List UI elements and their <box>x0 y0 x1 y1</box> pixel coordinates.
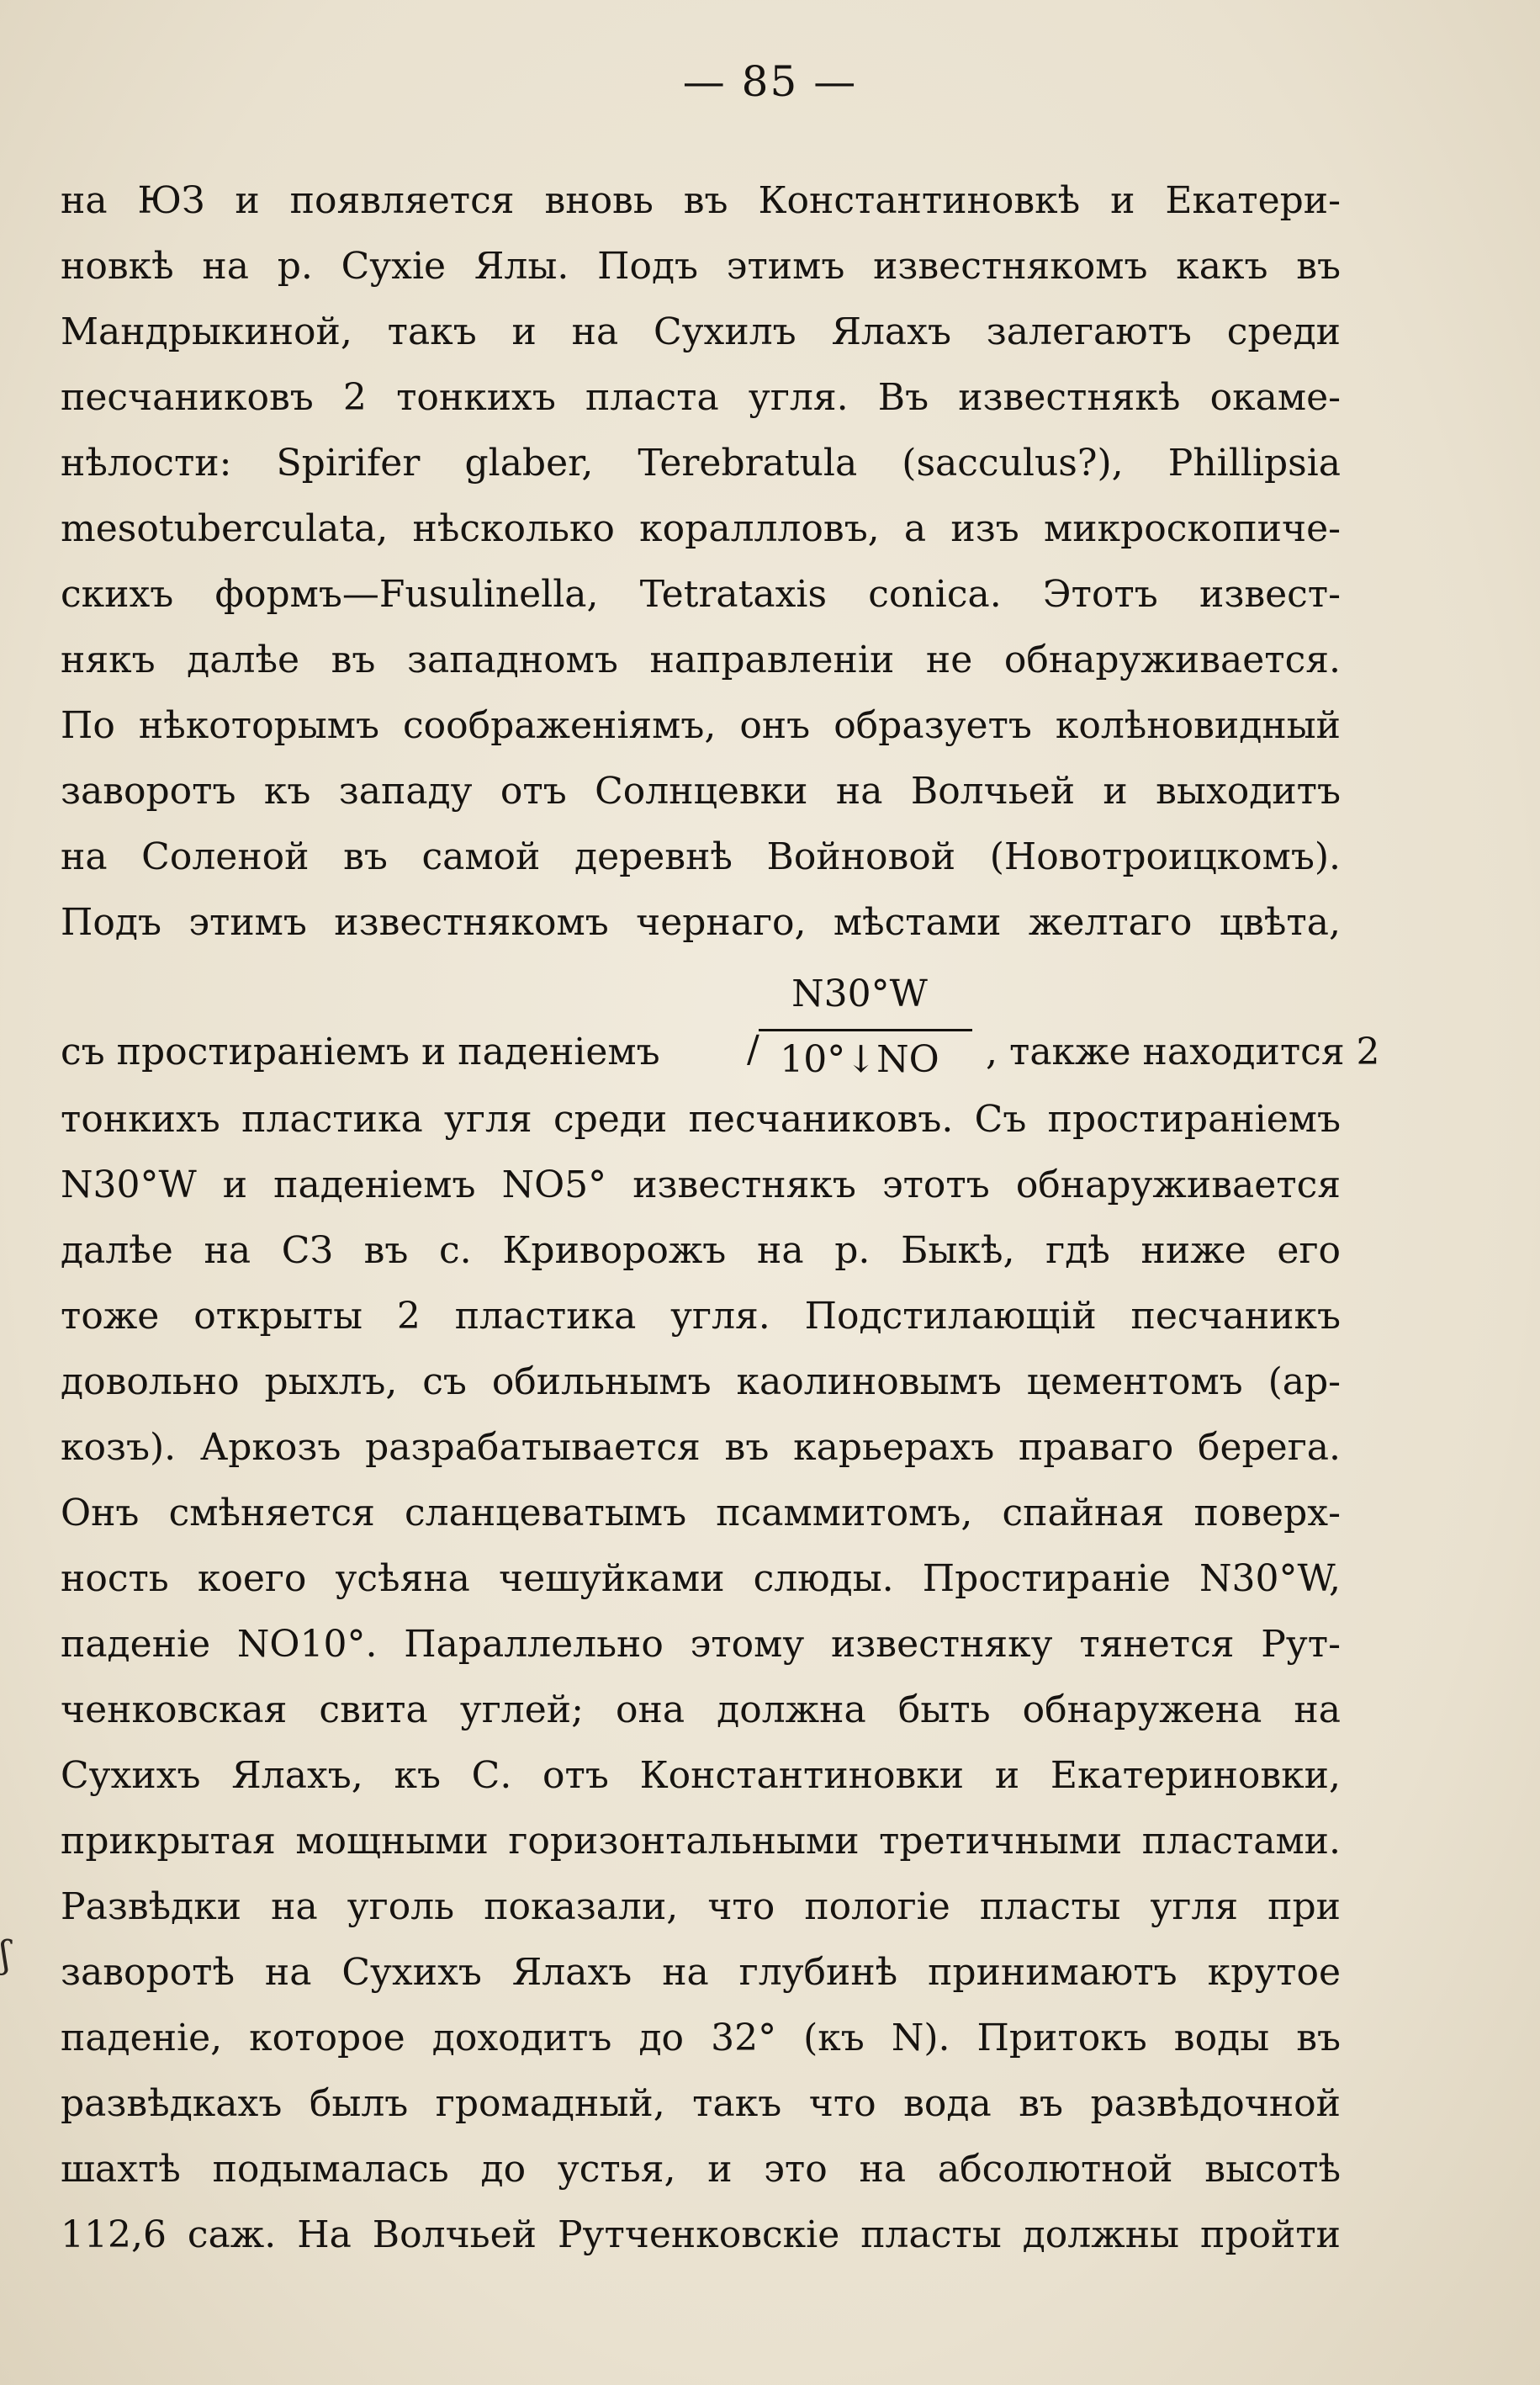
text-line: Подъ этимъ известнякомъ чернаго, мѣстами желтаго цвѣта, <box>61 901 1341 944</box>
text-line: ченковская свита углей; она должна быть обнаружена на <box>61 1688 1341 1731</box>
text-line: някъ далѣе въ западномъ направленіи не обнаруживается. <box>61 639 1341 681</box>
fraction-lead-text: съ простираніемъ и паденіемъ <box>61 1031 660 1073</box>
text-line: прикрытая мощными горизонтальными третичными пластами. <box>61 1820 1341 1863</box>
text-line: шахтѣ подымалась до устья, и это на абсолютной высотѣ <box>61 2148 1341 2191</box>
text-line: Развѣдки на уголь показали, что пологіе пласты угля при <box>61 1885 1341 1928</box>
text-line: на Соленой въ самой деревнѣ Войновой (Новотроицкомъ). <box>61 835 1341 878</box>
text-line: на ЮЗ и появляется вновь въ Константиновкѣ и Екатери- <box>61 179 1341 222</box>
text-line: развѣдкахъ былъ громадный, такъ что вода въ развѣдочной <box>61 2082 1341 2125</box>
fraction-slash: / <box>747 1028 759 1071</box>
text-line: Мандрыкиной, такъ и на Сухилъ Ялахъ залегаютъ среди <box>61 310 1341 353</box>
fraction-trail-text: , также находится 2 <box>986 1031 1380 1073</box>
text-line: паденіе NO10°. Параллельно этому известняку тянется Рут- <box>61 1623 1341 1666</box>
strike-dip-fraction <box>747 956 972 1087</box>
margin-ink-mark: ʃ <box>0 1933 10 1976</box>
fraction-bar <box>759 1029 972 1031</box>
fraction-line <box>61 956 1380 1087</box>
text-line: довольно рыхлъ, съ обильнымъ каолиновымъ цементомъ (ар- <box>61 1360 1341 1403</box>
text-line: заворотѣ на Сухихъ Ялахъ на глубинѣ принимаютъ крутое <box>61 1951 1341 1994</box>
body-text <box>61 168 1380 2268</box>
text-line: козъ). Аркозъ разрабатывается въ карьерахъ праваго берега. <box>61 1426 1341 1469</box>
text-line: mesotuberculata, нѣсколько кораллловъ, а изъ микроскопиче- <box>61 507 1341 550</box>
text-line: новкѣ на р. Сухіе Ялы. Подъ этимъ известнякомъ какъ въ <box>61 245 1341 288</box>
page-number: — 85 — <box>682 57 858 106</box>
text-line: песчаниковъ 2 тонкихъ пласта угля. Въ известнякѣ окаме- <box>61 376 1341 419</box>
text-line: тоже открыты 2 пластика угля. Подстилающій песчаникъ <box>61 1295 1341 1338</box>
fraction-denominator: 10°↓NO <box>780 1038 939 1081</box>
text-line: тонкихъ пластика угля среди песчаниковъ. Съ простираніемъ <box>61 1098 1341 1141</box>
text-line: По нѣкоторымъ соображеніямъ, онъ образуетъ колѣновидный <box>61 704 1341 747</box>
text-line: ность коего усѣяна чешуйками слюды. Простираніе N30°W, <box>61 1557 1341 1600</box>
text-line: N30°W и паденіемъ NO5° известнякъ этотъ обнаруживается <box>61 1163 1341 1206</box>
text-line: 112,6 саж. На Волчьей Рутченковскіе пласты должны пройти <box>61 2213 1341 2256</box>
text-line: нѣлости: Spirifer glaber, Terebratula (sacculus?), Phillipsia <box>61 442 1341 485</box>
fraction-numerator: N30°W <box>791 973 928 1015</box>
text-line: Онъ смѣняется сланцеватымъ псаммитомъ, спайная поверх- <box>61 1492 1341 1534</box>
text-line: далѣе на СЗ въ с. Криворожъ на р. Быкѣ, гдѣ ниже его <box>61 1229 1341 1272</box>
text-line: скихъ формъ—Fusulinella, Tetrataxis conica. Этотъ извест- <box>61 573 1341 616</box>
text-line: паденіе, которое доходитъ до 32° (къ N). Притокъ воды въ <box>61 2017 1341 2059</box>
text-line: Сухихъ Ялахъ, къ С. отъ Константиновки и Екатериновки, <box>61 1754 1341 1797</box>
text-line: заворотъ къ западу отъ Солнцевки на Волчьей и выходитъ <box>61 770 1341 813</box>
